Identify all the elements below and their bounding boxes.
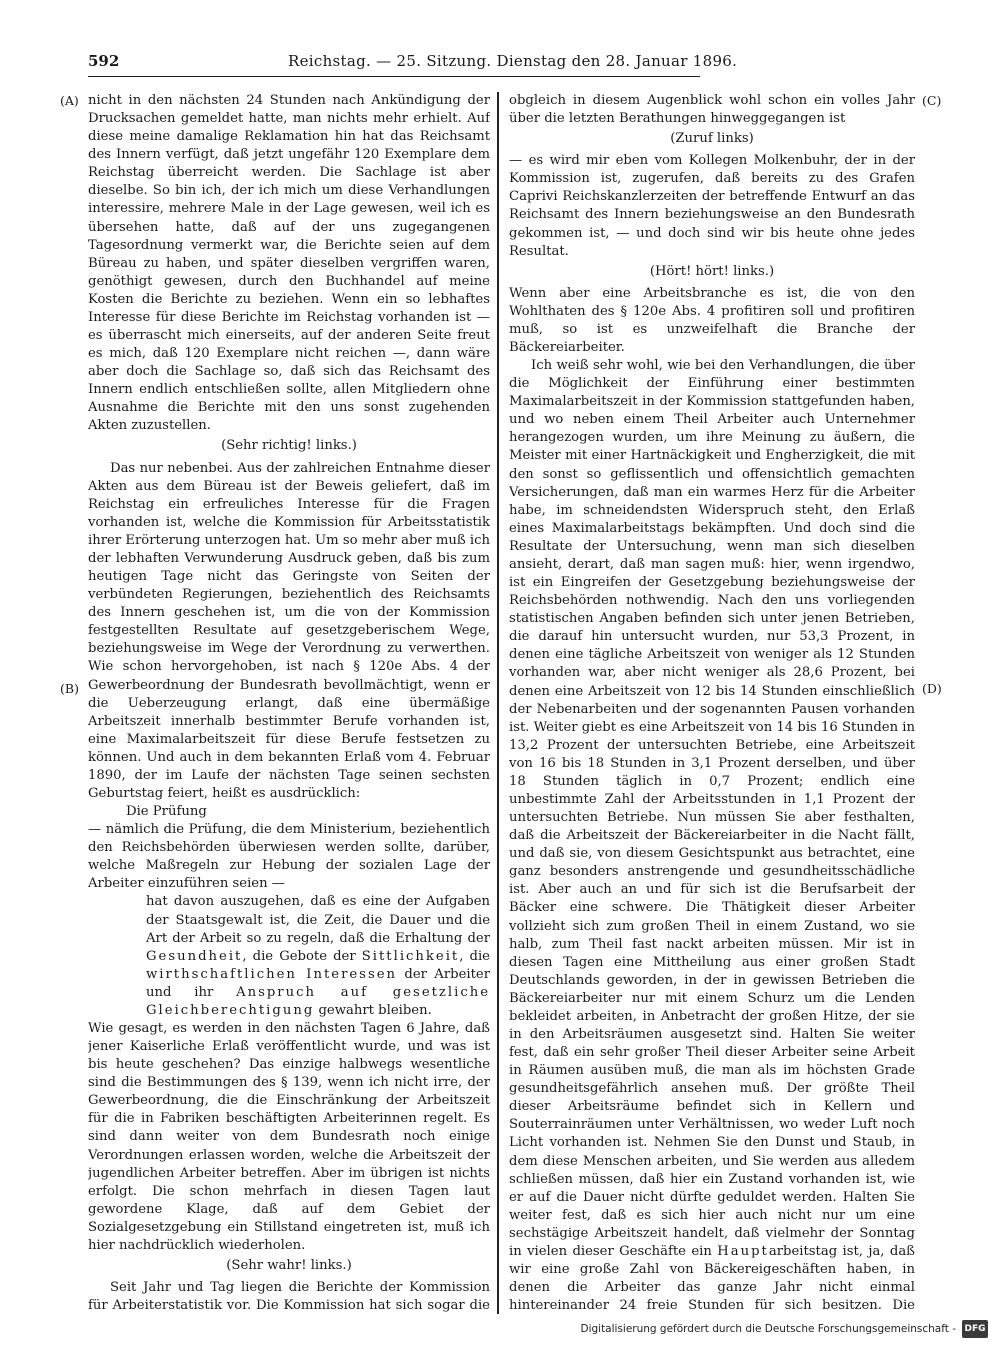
right-paragraph-1: obgleich in diesem Augenblick wohl schon ein volles Jahr über die letzten Berathungen hinweggegangen ist (509, 93, 915, 127)
margin-mark-d: (D) (922, 681, 942, 696)
left-paragraph-2: Das nur nebenbei. Aus der zahlreichen Entnahme dieser Akten aus dem Büreau ist der Beweis geliefert, daß im Reichstag ein erfreuliches Interesse für die Fragen vorhanden ist, welche die Kommission für Arbeitsstatistik ihrer Erörterung unterzogen hat. Um so mehr aber muß ich der lebhaften Verwunderung Ausdruck geben, daß bis zum heutigen Tage nicht das Geringste von Seiten der verbündeten Regierungen, beziehentlich des Reichsamts des Innern geschehen ist, um die von der Kommission festgestellten Resultate auf gesetzgeberischem Wege, beziehungsweise im Wege der Verordnung zu verwerthen. Wie schon hervorgehoben, ist nach § 120e Abs. 4 der Gewerbeordnung der Bundesrath bevollmächtigt, wenn er die Ueberzeugung erlangt, daß eine übermäßige Arbeitszeit innerhalb bestimmter Berufe vorhanden ist, eine Maximalarbeitszeit für diese Berufe festsetzen zu können. Und auch in dem bekannten Erlaß vom 4. Februar 1890, der im Laufe der nächsten Tage seinen sechsten Geburtstag feiert, heißt es ausdrücklich: (88, 460, 490, 801)
page-number: 592 (88, 52, 120, 70)
column-divider (497, 92, 499, 1314)
margin-mark-c: (C) (922, 93, 942, 108)
left-paragraph-3: — nämlich die Prüfung, die dem Ministerium, beziehentlich den Reichsbehörden überwiesen werden sollte, darüber, welche Maßregeln zur Hebung der sozialen Lage der Arbeiter einzuführen seien — (88, 822, 490, 892)
right-column (509, 92, 915, 1314)
right-interjection-1: (Zuruf links) (670, 131, 754, 147)
left-paragraph-5: Seit Jahr und Tag liegen die Berichte der Kommission für Arbeiterstatistik vor. Die Kommission hat sich sogar die (88, 1280, 490, 1314)
page-header (88, 50, 738, 77)
left-interjection-1: (Sehr richtig! links.) (221, 438, 357, 454)
left-quote-heading: Die Prüfung (126, 804, 207, 820)
margin-mark-a: (A) (60, 93, 79, 108)
dfg-logo: DFG (962, 1320, 988, 1338)
left-column (88, 92, 490, 1314)
left-paragraph-4: Wie gesagt, es werden in den nächsten Tagen 6 Jahre, daß jener Kaiserliche Erlaß veröffentlicht wurde, und was ist bis heute geschehen? Das einzige halbwegs wesentliche sind die Bestimmungen des § 139, wenn ich nicht irre, der Gewerbeordnung, die die Einschränkung der Arbeitszeit für die in Fabriken beschäftigten Arbeiterinnen regelt. Es sind dann weiter von dem Bundesrath noch einige Verordnungen erlassen worden, welche die Arbeitszeit der jugendlichen Arbeiter betreffen. Aber im übrigen ist nichts erfolgt. Die schon mehrfach in diesen Tagen laut gewordene Klage, daß auf dem Gebiet der Sozialgesetzgebung ein Stillstand eingetreten ist, muß ich hier nachdrücklich wiederholen. (88, 1020, 490, 1253)
right-paragraph-2: — es wird mir eben vom Kollegen Molkenbuhr, der in der Kommission ist, zugerufen, daß bereits zu des Grafen Caprivi Reichskanzlerzeiten der betreffende Entwurf an das Reichsamt des Innern beziehungsweise an den Bundesrath gekommen ist, — und doch sind wir bis heute ohne jedes Resultat. (509, 153, 915, 259)
right-interjection-2: (Hört! hört! links.) (649, 263, 775, 279)
running-title: Reichstag. — 25. Sitzung. Dienstag den 28. Januar 1896. (288, 52, 738, 70)
left-quote-block: hat davon auszugehen, daß es eine der Aufgaben der Staatsgewalt ist, die Zeit, die Dauer und die Art der Arbeit so zu regeln, daß die Erhaltung der Gesundheit, die Gebote der Sittlichkeit, die wirthschaftlichen Interessen der Arbeiter und ihr Anspruch auf gesetzliche Gleichberechtigung gewahrt bleiben. (146, 894, 490, 1018)
footer-credit (580, 1320, 988, 1338)
right-paragraph-4: Ich weiß sehr wohl, wie bei den Verhandlungen, die über die Möglichkeit der Einführung einer bestimmten Maximalarbeitszeit in der Kommission stattgefunden haben, und wo neben einem Theil Arbeiter auch Unternehmer herangezogen wurden, um ihre Meinung zu äußern, die Meister mit einer Hartnäckigkeit und Engherzigkeit, die mit den sonst so geflissentlich und offensichtlich gemachten Versicherungen, daß man ein warmes Herz für die Arbeiter habe, im schneidendsten Widerspruch steht, den Erlaß eines Maximalarbeitstags bekämpften. Und doch sind die Resultate der Untersuchung, wenn man sich dieselben ansieht, derart, daß man sagen muß: hier, wenn irgendwo, ist ein Eingreifen der Gesetzgebung beziehungsweise der Reichsbehörden nothwendig. Nach den uns vorliegenden statistischen Angaben befinden sich unter jenen Betrieben, die darauf hin untersucht wurden, nur 53,3 Prozent, in denen eine tägliche Arbeitszeit von weniger als 12 Stunden vorhanden war, aber nicht weniger als 28,6 Prozent, bei denen eine Arbeitszeit von 12 bis 14 Stunden einschließlich der Nebenarbeiten und der sogenannten Pausen vorhanden ist. Weiter giebt es eine Arbeitszeit von 14 bis 16 Stunden in 13,2 Prozent der untersuchten Betriebe, eine Arbeitszeit von 16 bis 18 Stunden in 3,1 Prozent derselben, und über 18 Stunden täglich in 0,7 Prozent; endlich eine unbestimmte Zahl der Arbeitsstunden in 1,1 Prozent der untersuchten Betriebe. Nun müssen Sie aber festhalten, daß die Arbeitszeit der Bäckereiarbeiter in die Nacht fällt, und daß sie, von diesem Gesichtspunkt aus betrachtet, eine ganz besonders anstrengende und gesundheitsschädliche ist. Aber auch an und für sich ist die Berufsarbeit der Bäcker eine schwere. Die Thätigkeit dieser Arbeiter vollzieht sich zum großen Theil in einem Zustand, wo sie halb, zum Theil fast nackt arbeiten müssen. Mir ist in diesen Tagen eine Mittheilung aus einer großen Stadt Deutschlands geworden, in der in gewissen Betrieben die Bäckereiarbeiter nur mit einem Schurz um die Lenden bekleidet arbeiten, in Anbetracht der großen Hitze, der sie in den Arbeitsräumen ausgesetzt sind. Halten Sie weiter fest, daß ein sehr großer Theil dieser Arbeiter seine Arbeit in Räumen ausüben muß, die man als im höchsten Grade gesundheitsgefährlich ansehen muß. Der größte Theil dieser Arbeitsräume befindet sich in Kellern und Souterrainräumen unter Verhältnissen, wo weder Luft noch Licht vorhanden ist. Nehmen Sie den Dunst und Staub, in dem diese Menschen arbeiten, und Sie werden aus alledem schließen müssen, daß hier ein Zustand vorhanden ist, wie er auf die Dauer nicht dürfte geduldet werden. Halten Sie weiter fest, daß es sich hier auch nicht nur um eine sechstägige Arbeitszeit handelt, daß vielmehr der Sonntag in vielen dieser Geschäfte ein Hauptarbeitstag ist, ja, daß wir eine große Zahl von Bäckereigeschäften haben, in denen die Arbeiter das ganze Jahr nicht einmal hintereinander 24 freie Stunden für sich besitzen. Die (509, 358, 915, 1314)
footer-text: Digitalisierung gefördert durch die Deutsche Forschungsgemeinschaft - (580, 1323, 956, 1335)
margin-mark-b: (B) (60, 681, 79, 696)
left-paragraph-1: nicht in den nächsten 24 Stunden nach Ankündigung der Drucksachen gemeldet hatte, man nichts mehr erhielt. Auf diese meine damalige Reklamation hin hat das Reichsamt des Innern verfügt, daß jetzt ungefähr 120 Exemplare dem Reichstag überreicht werden. Die Sachlage ist aber dieselbe. So bin ich, der ich mich um diese Verhandlungen interessire, mehrere Male in der Lage gewesen, weil ich es übersehen hatte, daß auf der uns zugegangenen Tagesordnung vermerkt war, die Berichte seien auf dem Büreau zu haben, und später dieselben vergriffen waren, genöthigt gewesen, durch den Buchhandel auf meine Kosten die Berichte zu beziehen. Wenn ein so lebhaftes Interesse für diese Berichte im Reichstag vorhanden ist — es überrascht mich einerseits, auf der anderen Seite freut es mich, daß 120 Exemplare nicht reichen —, dann wäre aber doch die Sachlage so, daß sich das Reichsamt des Innern endlich entschließen sollte, allen Mitgliedern ohne Ausnahme die Berichte mit den uns sonst zugehenden Akten zuzustellen. (88, 93, 490, 434)
right-paragraph-3: Wenn aber eine Arbeitsbranche es ist, die von den Wohlthaten des § 120e Abs. 4 profitiren soll und profitiren muß, so ist es unzweifelhaft die Branche der Bäckereiarbeiter. (509, 285, 915, 356)
left-interjection-2: (Sehr wahr! links.) (226, 1258, 352, 1273)
